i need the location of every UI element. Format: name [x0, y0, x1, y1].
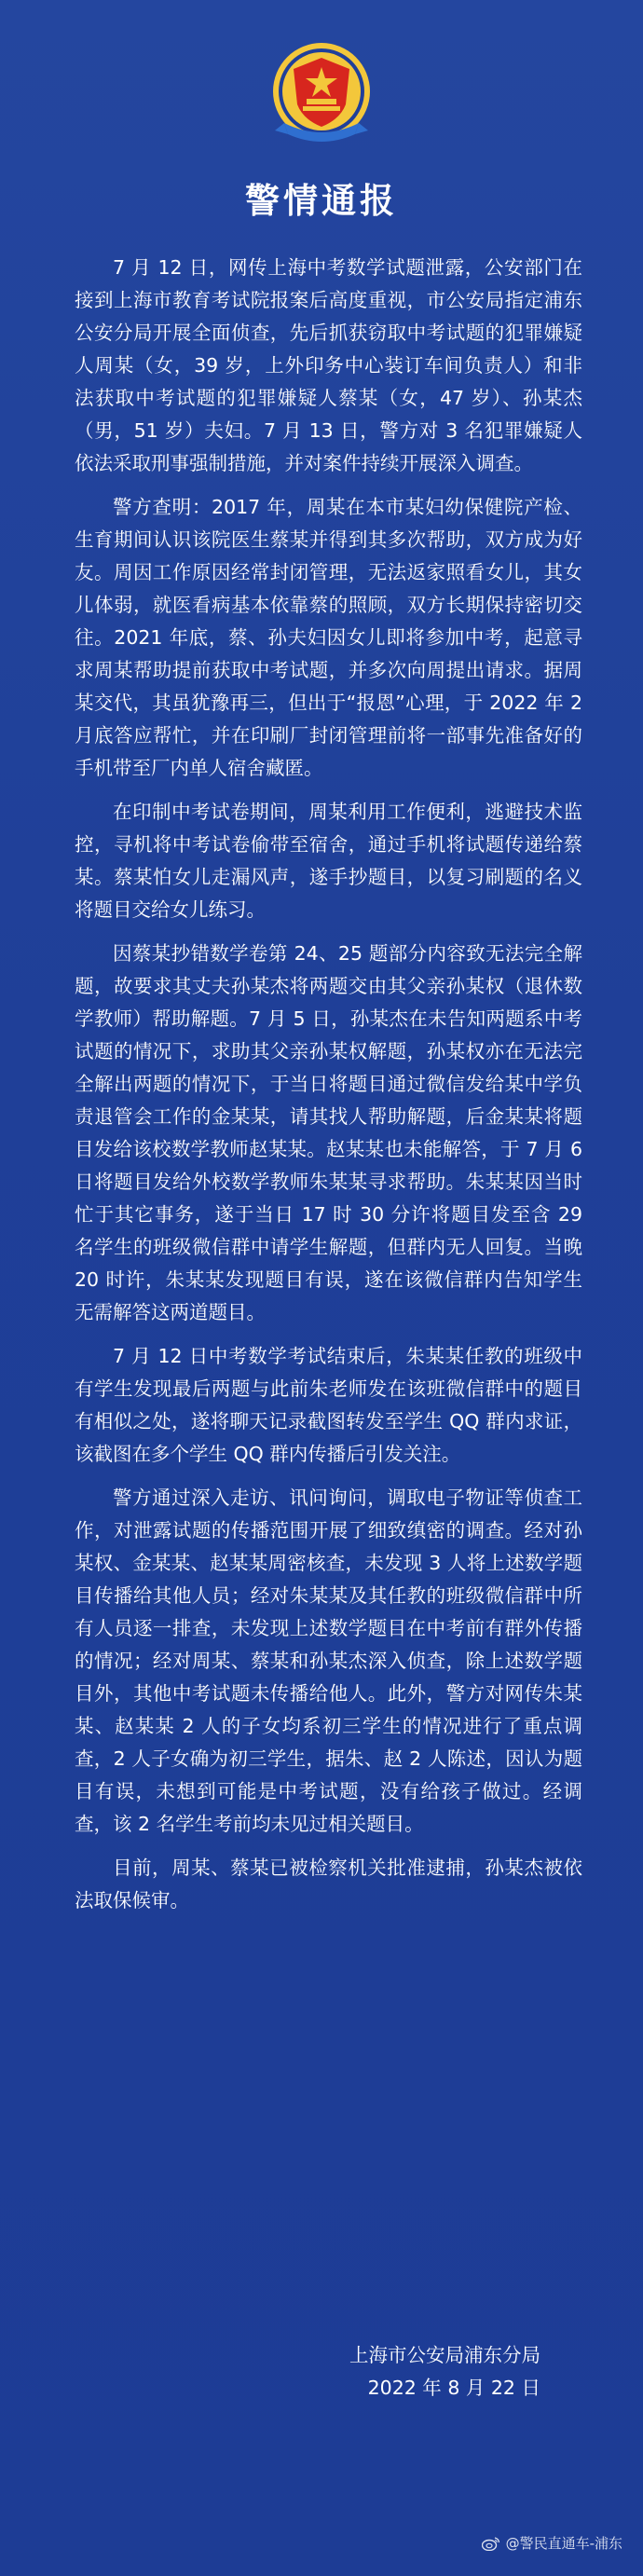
notice-title: 警情通报: [245, 181, 398, 221]
signature-org: 上海市公安局浦东分局: [349, 2344, 540, 2366]
weibo-watermark: [482, 2533, 622, 2553]
notice-paragraph-5: 7 月 12 日中考数学考试结束后，朱某某任教的班级中有学生发现最后两题与此前朱老师发在该班微信群中的题目有相似之处，遂将聊天记录截图转发至学生 QQ 群内求证，该截图在多个学生 QQ 群内传播后引发关注。: [75, 1345, 582, 1465]
notice-paragraph-7: 目前，周某、蔡某已被检察机关批准逮捕，孙某杰被依法取保候审。: [75, 1857, 582, 1911]
notice-paragraph-4: 因蔡某抄错数学卷第 24、25 题部分内容致无法完全解题，故要求其丈夫孙某杰将两题交由其父亲孙某权（退休数学教师）帮助解题。7 月 5 日，孙某杰在未告知两题系中考试题的情况下，求助其父亲孙某权解题，孙某权亦在无法完全解出两题的情况下，于当日将题目通过微信发给某中学负责退管会工作的金某某，请其找人帮助解题，后金某某将题目发给该校数学教师赵某某。赵某某也未能解答，于 7 月 6 日将题目发给外校数学教师朱某某寻求帮助。朱某某因当时忙于其它事务，遂于当日 17 时 30 分许将题目发至含 29 名学生的班级微信群中请学生解题，但群内无人回复。当晚 20 时许，朱某某发现题目有误，遂在该微信群内告知学生无需解答这两道题目。: [75, 942, 582, 1323]
notice-body: [75, 252, 582, 1928]
weibo-icon: [482, 2536, 500, 2551]
notice-paragraph-6: 警方通过深入走访、讯问询问，调取电子物证等侦查工作，对泄露试题的传播范围开展了细致缜密的调查。经对孙某权、金某某、赵某某周密核查，未发现 3 人将上述数学题目传播给其他人员；经对朱某某及其任教的班级微信群中所有人员逐一排查，未发现上述数学题目在中考前有群外传播的情况；经对周某、蔡某和孙某杰深入侦查，除上述数学题目外，其他中考试题未传播给他人。此外，警方对网传朱某某、赵某某 2 人的子女均系初三学生的情况进行了重点调查，2 人子女确为初三学生，据朱、赵 2 人陈述，因认为题目有误，未想到可能是中考试题，没有给孩子做过。经调查，该 2 名学生考前均未见过相关题目。: [75, 1487, 582, 1835]
notice-paragraph-2: 警方查明：2017 年，周某在本市某妇幼保健院产检、生育期间认识该院医生蔡某并得到其多次帮助，双方成为好友。周因工作原因经常封闭管理，无法返家照看女儿，其女儿体弱，就医看病基本依靠蔡的照顾，双方长期保持密切交往。2021 年底，蔡、孙夫妇因女儿即将参加中考，起意寻求周某帮助提前获取中考试题，并多次向周提出请求。据周某交代，其虽犹豫再三，但出于“报恩”心理，于 2022 年 2 月底答应帮忙，并在印刷厂封闭管理前将一部事先准备好的手机带至厂内单人宿舍藏匿。: [75, 496, 582, 779]
notice-signature: [349, 2339, 540, 2405]
signature-date: 2022 年 8 月 22 日: [367, 2377, 540, 2399]
notice-paragraph-3: 在印制中考试卷期间，周某利用工作便利，逃避技术监控，寻机将中考试卷偷带至宿舍，通过手机将试题传递给蔡某。蔡某怕女儿走漏风声，遂手抄题目，以复习刷题的名义将题目交给女儿练习。: [75, 801, 582, 921]
watermark-text: @警民直通车-浦东: [505, 2535, 622, 2552]
police-emblem-icon: [266, 37, 377, 149]
notice-paragraph-1: 7 月 12 日，网传上海中考数学试题泄露，公安部门在接到上海市教育考试院报案后高度重视，市公安局指定浦东公安分局开展全面侦查，先后抓获窃取中考试题的犯罪嫌疑人周某（女，39 岁，上外印务中心装订车间负责人）和非法获取中考试题的犯罪嫌疑人蔡某（女，47 岁）、孙某杰（男，51 岁）夫妇。7 月 13 日，警方对 3 名犯罪嫌疑人依法采取刑事强制措施，并对案件持续开展深入调查。: [75, 256, 582, 474]
